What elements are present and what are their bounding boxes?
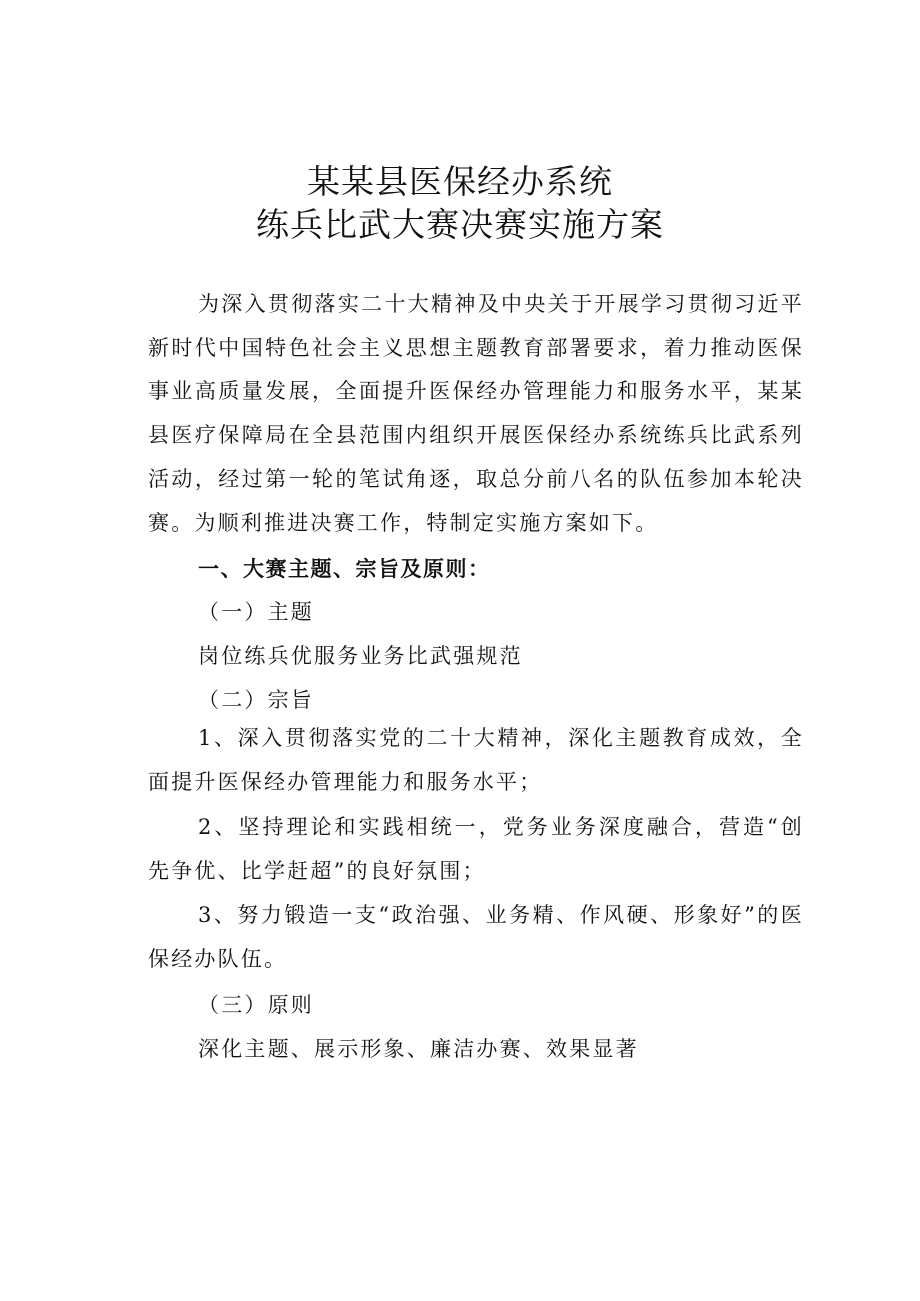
intro-paragraph: 为深入贯彻落实二十大精神及中央关于开展学习贯彻习近平新时代中国特色社会主义思想主题教育部署要求，着力推动医保事业高质量发展，全面提升医保经办管理能力和服务水平，某某县医疗保障局在全县范围内组织开展医保经办系统练兵比武系列活动，经过第一轮的笔试角逐，取总分前八名的队伍参加本轮决赛。为顺利推进决赛工作，特制定实施方案如下。 [148, 292, 804, 535]
item1-paragraph: 1、深入贯彻落实党的二十大精神，深化主题教育成效，全面提升医保经办管理能力和服务水平； [148, 726, 804, 794]
item3-block [148, 894, 804, 981]
sub3-text: 深化主题、展示形象、廉洁办赛、效果显著 [198, 1037, 639, 1061]
sub3-heading: （三）原则 [198, 993, 314, 1017]
sub1-text: 岗位练兵优服务业务比武强规范 [198, 644, 523, 668]
document-title-line2: 练兵比武大赛决赛实施方案 [256, 205, 664, 244]
sub2-heading: （二）宗旨 [198, 688, 314, 712]
item3-paragraph: 3、努力锻造一支“政治强、业务精、作风硬、形象好”的医保经办队伍。 [148, 903, 804, 971]
item2-paragraph: 2、坚持理论和实践相统一，党务业务深度融合，营造“创先争优、比学赶超”的良好氛围； [148, 815, 804, 883]
item2-block [148, 806, 804, 893]
document-title-line1: 某某县医保经办系统 [307, 162, 613, 201]
section1-heading: 一、大赛主题、宗旨及原则： [198, 557, 491, 581]
item1-block [148, 717, 804, 804]
intro-block [148, 283, 804, 545]
sub1-heading: （一）主题 [198, 600, 314, 624]
